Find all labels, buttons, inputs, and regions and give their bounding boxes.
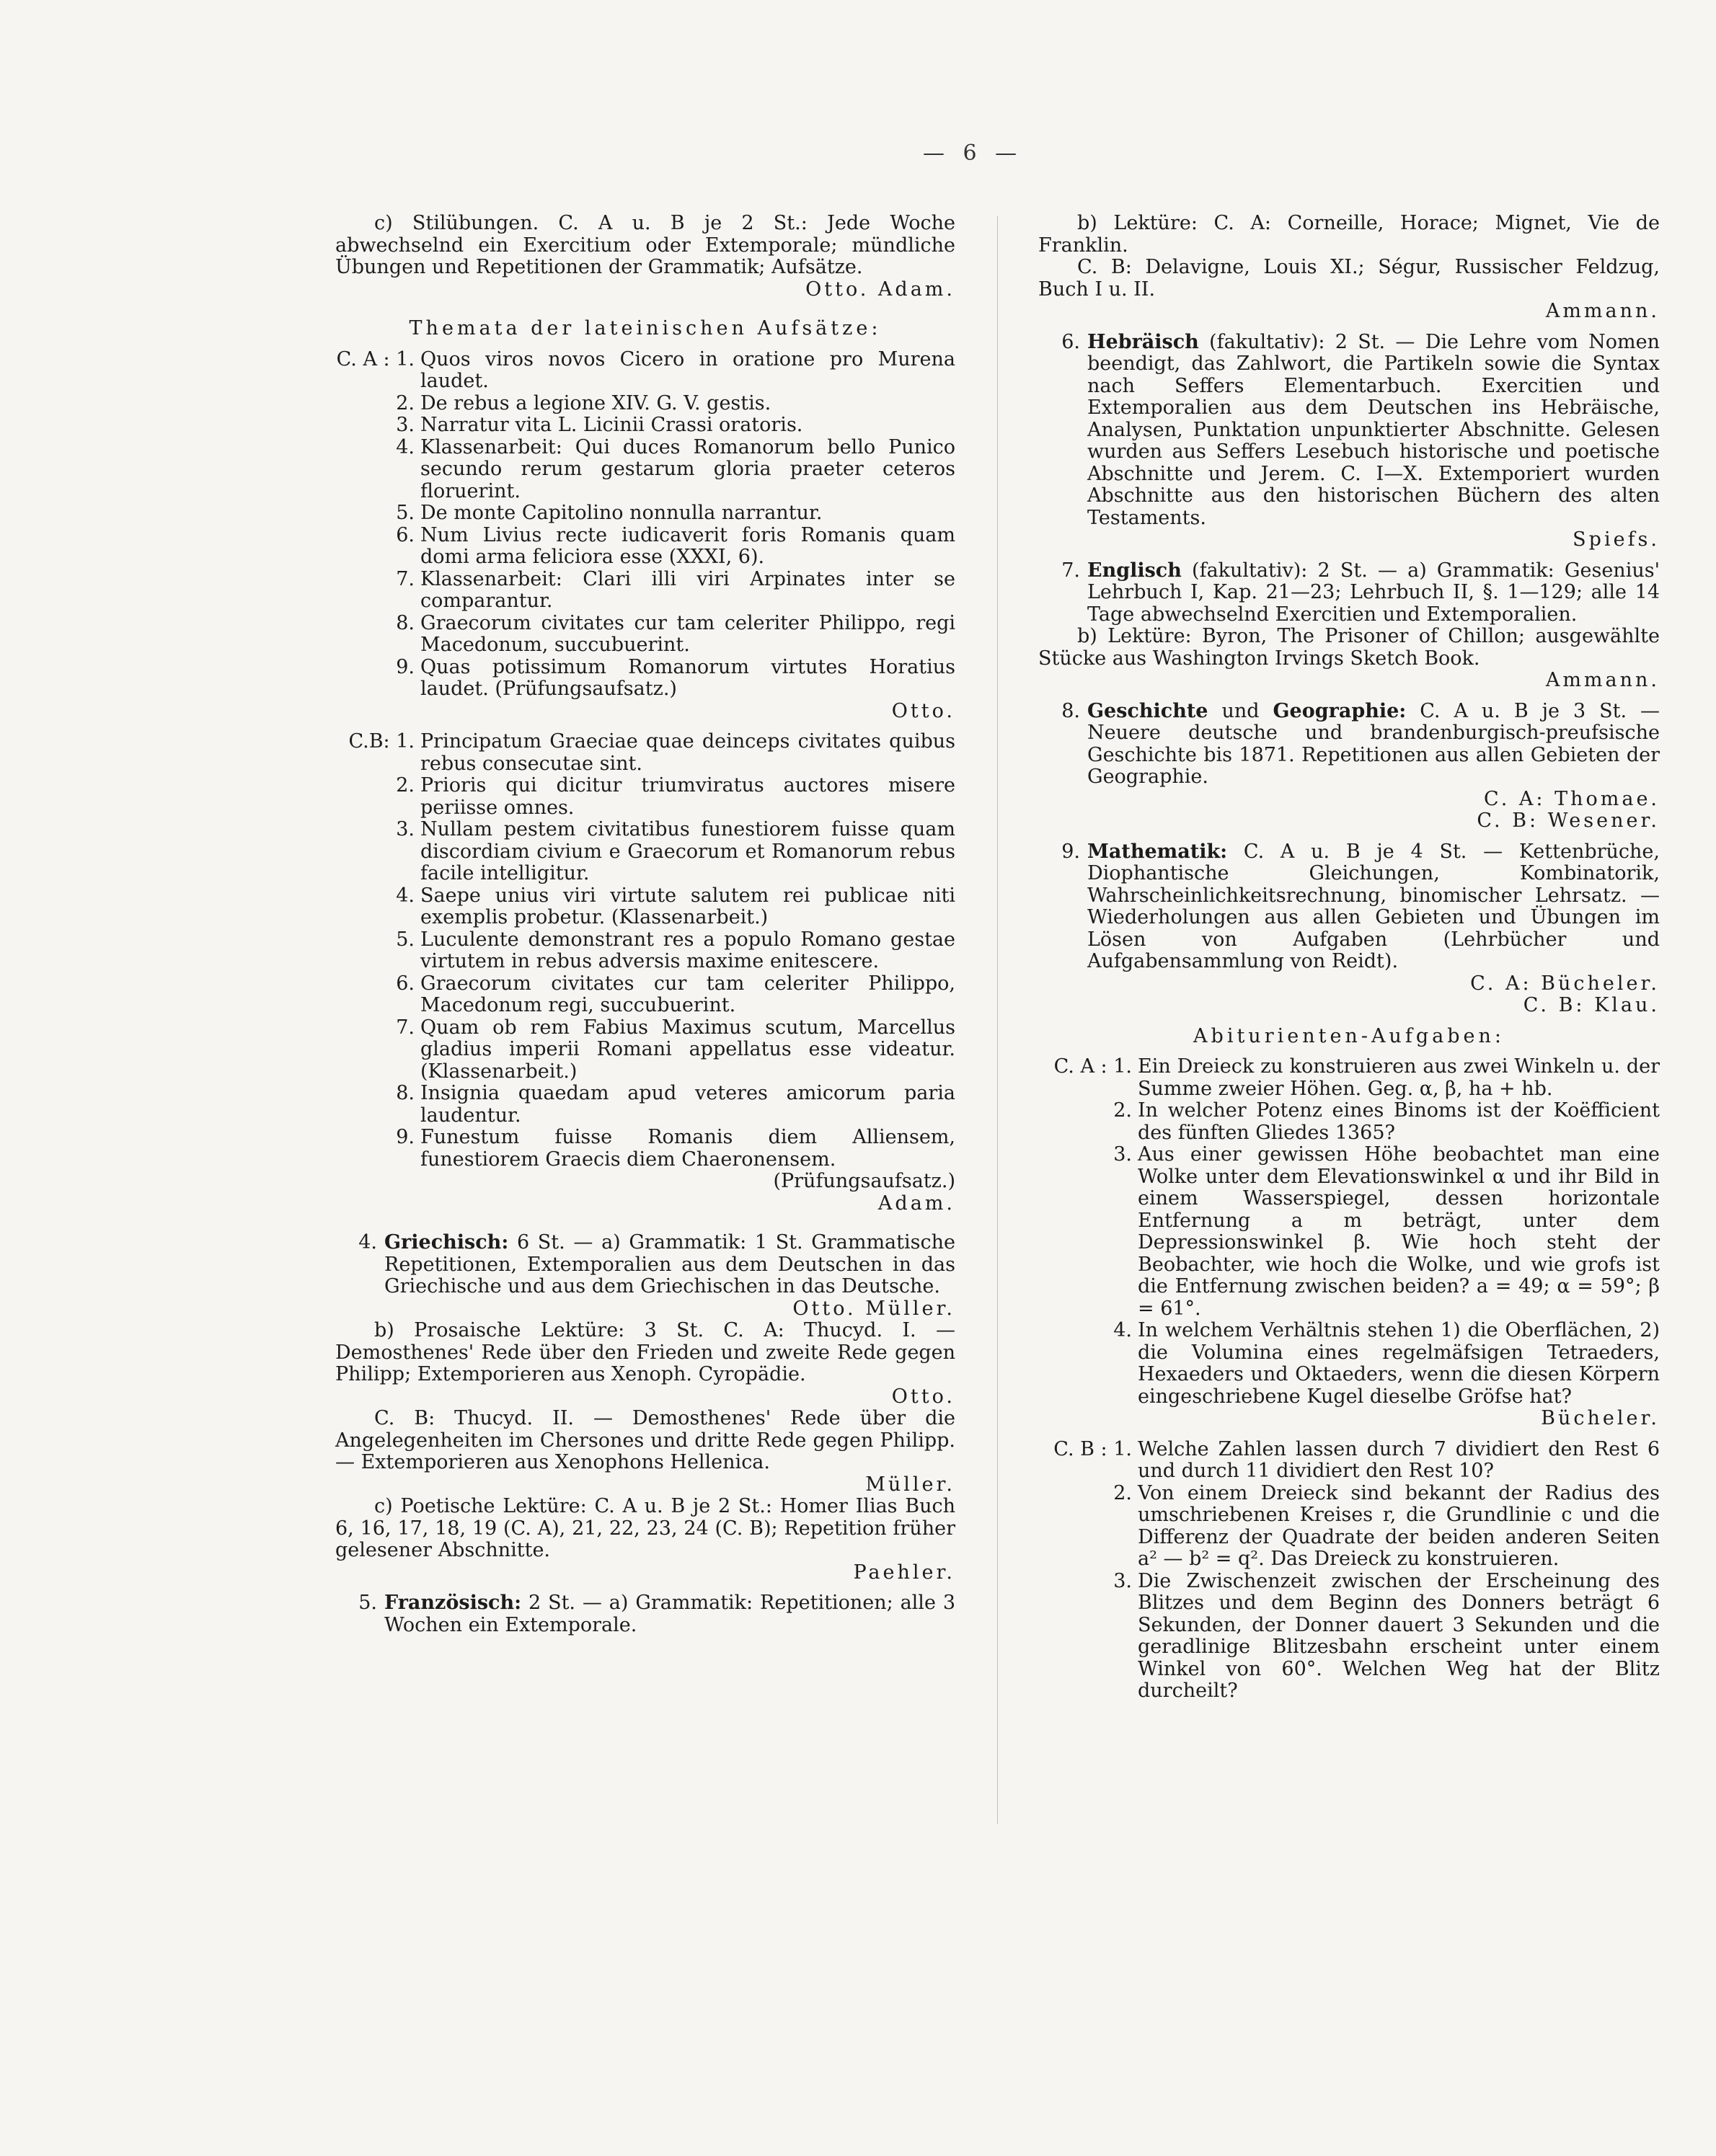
theme-number: 7. [396,1016,415,1039]
theme-text: Klassenarbeit: Clari illi viri Arpinates inter se comparantur. [420,567,955,612]
section-franzoesisch [335,1592,955,1636]
section-title: Englisch [1087,559,1182,582]
section-number: 5. [358,1592,377,1614]
list-item [335,819,955,885]
section-title: Mathematik: [1087,840,1228,863]
abitur-cb-list [1038,1439,1660,1703]
abitur-ca-list [1038,1056,1660,1430]
list-item [335,885,955,929]
theme-text: Principatum Graeciae quae deinceps civitates quibus rebus consecutae sint. [420,730,955,775]
task-text: Ein Dreieck zu konstruieren aus zwei Winkeln u. der Summe zweier Höhen. Geg. α, β, ha + hb. [1138,1055,1660,1100]
ca-themata-list [335,349,955,723]
abitur-ca-label: C. A : 1. [1053,1055,1132,1078]
column-divider [997,216,998,1824]
theme-text: Graecorum civitates cur tam celeriter Philippo, regi Macedonum, succubuerint. [420,611,955,656]
section-text: C. A u. B je 3 St. — Neuere deutsche und brandenburgisch-preufsische Geschichte bis 1871. Repetitionen aus allen Gebieten der Geographie. [1087,699,1660,788]
theme-number: 6. [396,972,415,995]
abitur-ca-teacher: Bücheler. [1541,1407,1660,1429]
englisch-teacher: Ammann. [1545,669,1660,691]
section-englisch [1038,560,1660,626]
ca-teacher: Otto. [891,699,955,722]
list-item [335,973,955,1017]
section-number: 4. [358,1231,377,1254]
cb-label: C.B: 1. [348,730,415,753]
theme-text: Insignia quaedam apud veteres amicorum paria laudentur. [420,1082,955,1127]
themata-heading: Themata der lateinischen Aufsätze: [409,317,882,340]
list-item [335,502,955,525]
theme-text: Klassenarbeit: Qui duces Romanorum bello Punico secundo rerum gestarum gloria praeter ceteros floruerint. [420,435,955,502]
section-title: Französisch: [384,1592,522,1614]
section-griechisch [335,1232,955,1298]
list-item [1038,1320,1660,1408]
franz-lektuere: b) Lektüre: C. A: Corneille, Horace; Mignet, Vie de Franklin. [1038,212,1660,257]
list-item [335,349,955,393]
theme-text: Nullam pestem civitatibus funestiorem fuisse quam discordiam civium e Graecorum et Romanorum rebus facile intelligitur. [420,818,955,884]
section-number: 9. [1061,840,1080,863]
theme-text: De monte Capitolino nonnulla narrantur. [420,502,823,524]
list-item [1038,1056,1660,1100]
section-und: und [1221,699,1260,722]
task-text: Welche Zahlen lassen durch 7 dividiert den Rest 6 und durch 11 dividiert den Rest 10? [1138,1437,1660,1482]
griechisch-teacher-a: Otto. Müller. [792,1297,955,1320]
task-number: 3. [1113,1569,1132,1592]
theme-text: De rebus a legione XIV. G. V. gestis. [420,391,771,414]
section-title: Griechisch: [384,1231,509,1254]
list-item [335,929,955,973]
list-item [1038,1571,1660,1703]
cb-pruefungsaufsatz: (Prüfungsaufsatz.) [773,1170,955,1192]
griechisch-poetisch: c) Poetische Lektüre: C. A u. B je 2 St.: Homer Ilias Buch 6, 16, 17, 18, 19 (C. A), 21, 22, 23, 24 (C. B); Repetition früher gelesener Abschnitte. [335,1495,955,1561]
theme-number: 7. [396,567,415,590]
list-item [1038,1144,1660,1320]
right-column [1038,213,1660,1703]
list-item [335,775,955,819]
theme-text: Prioris qui dicitur triumviratus auctores misere periisse omnes. [420,774,955,819]
list-item [335,1083,955,1127]
mathematik-teacher-a: C. A: Bücheler. [1470,972,1660,995]
list-item [335,525,955,569]
theme-number: 4. [396,435,415,458]
hebraeisch-teacher: Spiefs. [1573,528,1660,551]
theme-number: 9. [396,655,415,678]
task-text: Aus einer gewissen Höhe beobachtet man eine Wolke unter dem Elevationswinkel α und ihr Bild in einem Wasserspiegel, dessen horizontale Entfernung a m beträgt, unter dem Depressionswinkel β. Wie hoch steht der Beobachter, wie hoch die Wolke, und wie grofs ist die Entfernung zwischen beiden? a = 49; α = 59°; β = 61°. [1138,1143,1660,1320]
franz-cb: C. B: Delavigne, Louis XI.; Ségur, Russischer Feldzug, Buch I u. II. [1038,256,1660,301]
theme-text: Saepe unius viri virtute salutem rei publicae niti exemplis probetur. (Klassenarbeit.) [420,884,955,928]
section-text: 2 St. — a) Grammatik: Repetitionen; alle 3 Wochen ein Extemporale. [384,1592,955,1636]
list-item [335,393,955,415]
list-item [335,1017,955,1083]
theme-number: 3. [396,818,415,840]
abitur-heading: Abiturienten-Aufgaben: [1193,1024,1505,1047]
geschichte-teacher-a: C. A: Thomae. [1484,787,1660,810]
theme-number: 2. [396,774,415,797]
task-number: 2. [1113,1481,1132,1504]
griechisch-teacher-b: Otto. [891,1385,955,1408]
theme-text: Quos viros novos Cicero in oratione pro Murena laudet. [420,347,955,392]
task-text: In welcher Potenz eines Binoms ist der Koëfficient des fünften Gliedes 1365? [1138,1099,1660,1144]
task-text: Die Zwischenzeit zwischen der Erscheinung des Blitzes und dem Beginn des Donners beträgt 6 Sekunden, der Donner dauert 3 Sekunden und die geradlinige Blitzesbahn erscheint unter einem Winkel von 60°. Welchen Weg hat der Blitz durcheilt? [1138,1569,1660,1702]
list-item [335,437,955,503]
cb-teacher: Adam. [877,1192,955,1215]
theme-number: 3. [396,414,415,436]
stiluebungen-teacher: Otto. Adam. [805,278,955,301]
theme-number: 9. [396,1126,415,1148]
theme-text: Luculente demonstrant res a populo Romano gestae virtutem in rebus adversis maxime enitescere. [420,928,955,972]
section-number: 7. [1061,559,1080,582]
list-item [335,1127,955,1171]
theme-number: 8. [396,611,415,634]
section-text: (fakultativ): 2 St. — a) Grammatik: Gesenius' Lehrbuch I, Kap. 21—23; Lehrbuch II, §. 1—129; alle 14 Tage abwechselnd Exercitien und Extemporalien. [1087,559,1660,626]
list-item [1038,1439,1660,1483]
list-item [335,569,955,613]
page-number: — 6 — [923,141,1023,166]
section-title: Hebräisch [1087,330,1199,353]
griechisch-teacher-cb: Müller. [865,1473,955,1496]
section-mathematik [1038,841,1660,973]
theme-text: Narratur vita L. Licinii Crassi oratoris. [420,414,803,436]
theme-text: Graecorum civitates cur tam celeriter Philippo, Macedonum regi, succubuerint. [420,972,955,1016]
theme-number: 2. [396,391,415,414]
abitur-cb-label: C. B : 1. [1053,1437,1132,1460]
theme-number: 6. [396,523,415,546]
section-text: C. A u. B je 4 St. — Kettenbrüche, Diophantische Gleichungen, Kombinatorik, Wahrscheinlichkeitsrechnung, binomischer Lehrsatz. — Wiederholungen aus allen Gebieten und Übungen im Lösen von Aufgaben (Lehrbücher und Aufgabensammlung von Reidt). [1087,840,1660,972]
theme-text: Quas potissimum Romanorum virtutes Horatius laudet. (Prüfungsaufsatz.) [420,655,955,700]
left-column [335,213,955,1636]
theme-text: Funestum fuisse Romanis diem Alliensem, funestiorem Graecis diem Chaeronensem. [420,1126,955,1171]
theme-text: Num Livius recte iudicaverit foris Romanis quam domi arma feliciora esse (XXXI, 6). [420,523,955,568]
section-text: 6 St. — a) Grammatik: 1 St. Grammatische Repetitionen, Extemporalien aus dem Deutschen in das Griechische und aus dem Griechischen in das Deutsche. [384,1231,955,1297]
cb-themata-list [335,731,955,1215]
list-item [1038,1100,1660,1144]
stiluebungen-paragraph: c) Stilübungen. C. A u. B je 2 St.: Jede Woche abwechselnd ein Exercitium oder Extemporale; mündliche Übungen und Repetitionen der Grammatik; Aufsätze. [335,212,955,278]
griechisch-teacher-c: Paehler. [853,1561,955,1584]
geschichte-teacher-b: C. B: Wesener. [1477,809,1660,832]
list-item [335,731,955,775]
list-item [335,613,955,657]
section-number: 8. [1061,699,1080,722]
list-item [1038,1483,1660,1571]
section-number: 6. [1061,330,1080,353]
theme-text: Quam ob rem Fabius Maximus scutum, Marcellus gladius imperii Romani appellatus esse videatur. (Klassenarbeit.) [420,1016,955,1083]
section-text: (fakultativ): 2 St. — Die Lehre vom Nomen beendigt, das Zahlwort, die Partikeln sowie die Syntax nach Seffers Elementarbuch. Exercitien und Extemporalien aus dem Deutschen ins Hebräische, Analysen, Punktation unpunktierter Abschnitte. Gelesen wurden aus Seffers Lesebuch historische und poetische Abschnitte und Jerem. C. I—X. Extemporiert wurden Abschnitte aus den historischen Büchern des alten Testaments. [1087,330,1660,529]
theme-number: 8. [396,1082,415,1104]
list-item [335,414,955,437]
task-text: Von einem Dreieck sind bekannt der Radius des umschriebenen Kreises r, die Grundlinie c und die Differenz der Quadrate der beiden anderen Seiten a² — b² = q². Das Dreieck zu konstruieren. [1138,1481,1660,1570]
section-title-2: Geographie: [1273,699,1407,722]
englisch-lektuere: b) Lektüre: Byron, The Prisoner of Chillon; ausgewählte Stücke aus Washington Irvings Sketch Book. [1038,625,1660,670]
task-number: 4. [1113,1319,1132,1341]
task-number: 3. [1113,1143,1132,1166]
task-number: 2. [1113,1099,1132,1122]
section-geschichte [1038,701,1660,789]
ca-label: C. A : 1. [336,347,415,371]
theme-number: 4. [396,884,415,907]
mathematik-teacher-b: C. B: Klau. [1523,994,1660,1016]
griechisch-cb: C. B: Thucyd. II. — Demosthenes' Rede über die Angelegenheiten im Chersones und dritte Rede gegen Philipp. — Extemporieren aus Xenophons Hellenica. [335,1407,955,1473]
franz-teacher: Ammann. [1545,300,1660,322]
section-hebraeisch [1038,332,1660,530]
theme-number: 5. [396,928,415,951]
list-item [335,657,955,701]
griechisch-prosa: b) Prosaische Lektüre: 3 St. C. A: Thucyd. I. — Demosthenes' Rede über den Frieden und zweite Rede gegen Philipp; Extemporieren aus Xenoph. Cyropädie. [335,1319,955,1385]
task-text: In welchem Verhältnis stehen 1) die Oberflächen, 2) die Volumina eines regelmäfsigen Tetraeders, Hexaeders und Oktaeders, wenn die diesen Körpern eingeschriebene Kugel dieselbe Gröfse hat? [1138,1319,1660,1408]
section-title: Geschichte [1087,699,1208,722]
theme-number: 5. [396,502,415,524]
